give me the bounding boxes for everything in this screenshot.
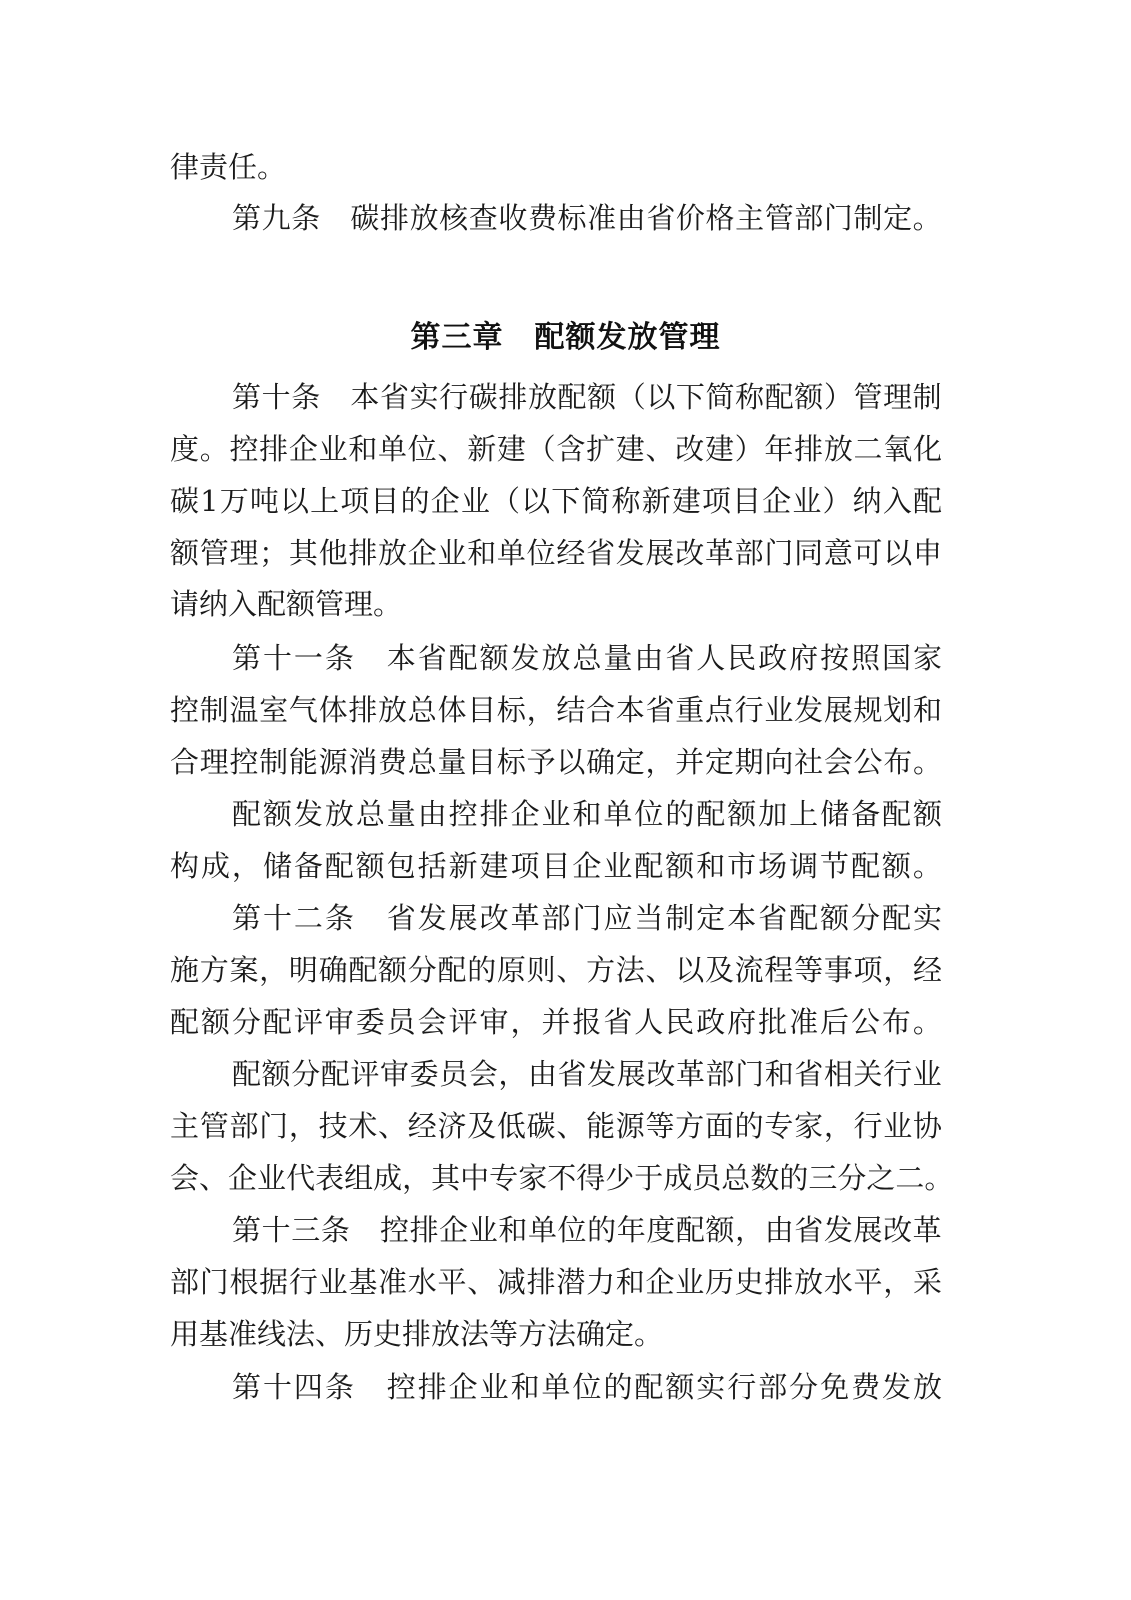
paragraph-line: 主 管 部 门 ， 技 术 、 经 济 及 低 碳 、 能 源 等 方 面 的 专 家 ， 行 业 协 bbox=[170, 1109, 942, 1143]
paragraph-line: 配 额 发 放 总 量 由 控 排 企 业 和 单 位 的 配 额 加 上 储 备 配 额 bbox=[232, 797, 942, 831]
article-13-line: 第 十 三 条 控 排 企 业 和 单 位 的 年 度 配 额 ， 由 省 发 展 改 革 bbox=[232, 1213, 942, 1247]
paragraph-line: 请纳入配额管理。 bbox=[170, 587, 403, 621]
paragraph-line: 碳 1 万 吨 以 上 项 目 的 企 业 （ 以 下 简 称 新 建 项 目 企 业 ） 纳 入 配 bbox=[170, 484, 942, 518]
paragraph-line: 律责任。 bbox=[170, 150, 287, 184]
paragraph-line: 部 门 根 据 行 业 基 准 水 平 、 减 排 潜 力 和 企 业 历 史 排 放 水 平 ， 采 bbox=[170, 1265, 942, 1299]
paragraph-line: 施 方 案 ， 明 确 配 额 分 配 的 原 则 、 方 法 、 以 及 流 程 等 事 项 ， 经 bbox=[170, 953, 942, 987]
article-10-line: 第 十 条 本 省 实 行 碳 排 放 配 额 （ 以 下 简 称 配 额 ） 管 理 制 bbox=[232, 380, 942, 414]
article-12-line: 第 十 二 条 省 发 展 改 革 部 门 应 当 制 定 本 省 配 额 分 配 实 bbox=[232, 901, 942, 935]
paragraph-line: 额 管 理 ； 其 他 排 放 企 业 和 单 位 经 省 发 展 改 革 部 门 同 意 可 以 申 bbox=[170, 536, 942, 570]
paragraph-line: 合 理 控 制 能 源 消 费 总 量 目 标 予 以 确 定 ， 并 定 期 向 社 会 公 布 。 bbox=[170, 745, 942, 779]
article-14-line: 第 十 四 条 控 排 企 业 和 单 位 的 配 额 实 行 部 分 免 费 发 放 bbox=[232, 1370, 942, 1404]
paragraph-line: 度 。 控 排 企 业 和 单 位 、 新 建 （ 含 扩 建 、 改 建 ） 年 排 放 二 氧 化 bbox=[170, 432, 942, 466]
paragraph-line: 会 、 企 业 代 表 组 成 ， 其 中 专 家 不 得 少 于 成 员 总 数 的 三 分 之 二 。 bbox=[170, 1161, 954, 1195]
paragraph-line: 用基准线法、历史排放法等方法确定。 bbox=[170, 1317, 664, 1351]
paragraph-line: 构 成 ， 储 备 配 额 包 括 新 建 项 目 企 业 配 额 和 市 场 调 节 配 额 。 bbox=[170, 849, 942, 883]
paragraph-line: 配 额 分 配 评 审 委 员 会 评 审 ， 并 报 省 人 民 政 府 批 准 后 公 布 。 bbox=[170, 1005, 942, 1039]
article-11-line: 第 十 一 条 本 省 配 额 发 放 总 量 由 省 人 民 政 府 按 照 国 家 bbox=[232, 641, 942, 675]
chapter-heading: 第三章 配额发放管理 bbox=[410, 320, 721, 355]
paragraph-line: 配 额 分 配 评 审 委 员 会 ， 由 省 发 展 改 革 部 门 和 省 相 关 行 业 bbox=[232, 1057, 942, 1091]
paragraph-line: 控 制 温 室 气 体 排 放 总 体 目 标 ， 结 合 本 省 重 点 行 业 发 展 规 划 和 bbox=[170, 693, 942, 727]
article-9-line: 第 九 条 碳 排 放 核 查 收 费 标 准 由 省 价 格 主 管 部 门 制 定 。 bbox=[232, 201, 942, 235]
